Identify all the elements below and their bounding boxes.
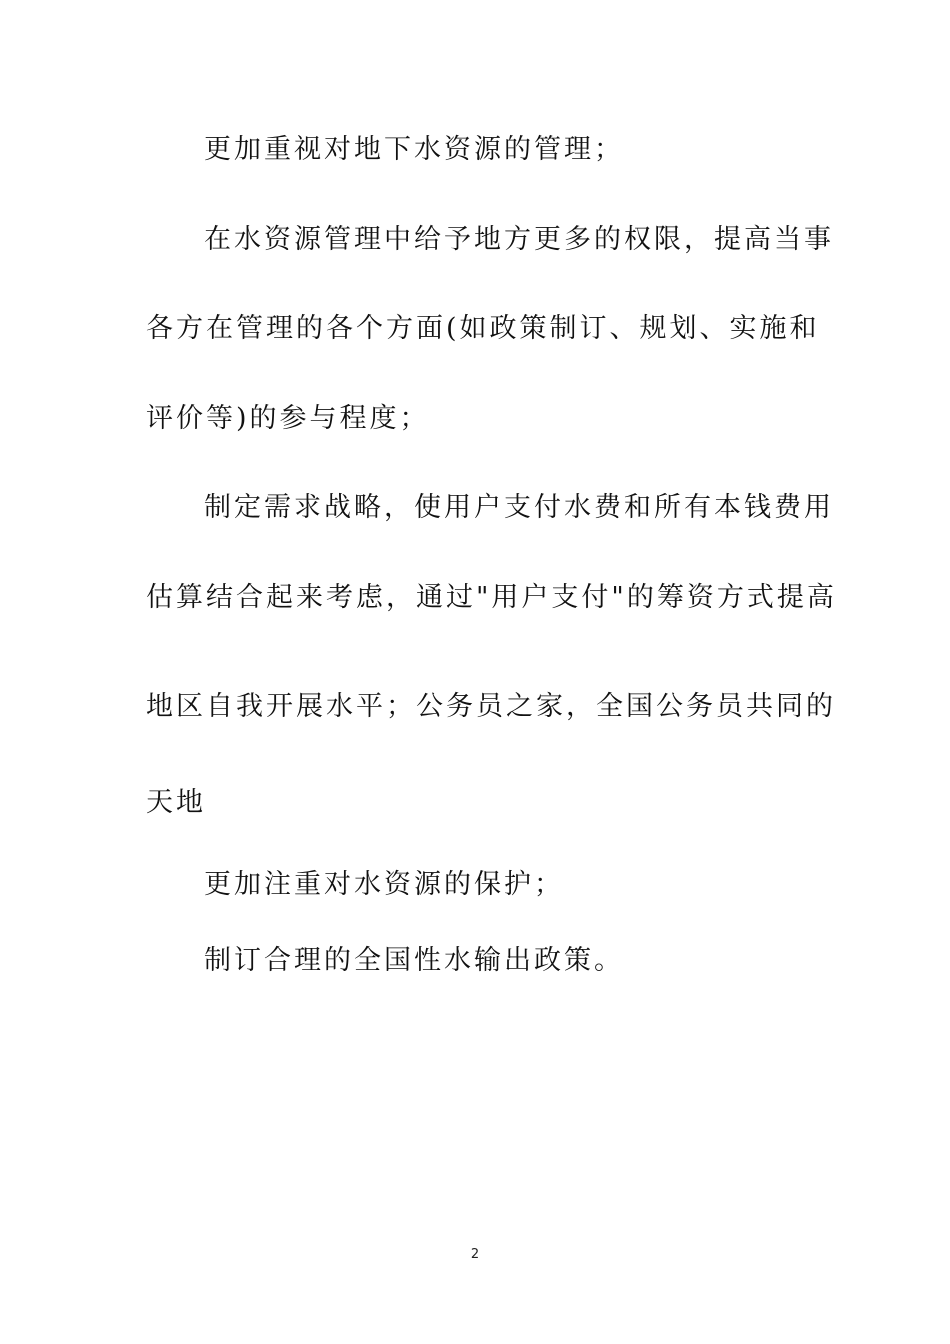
paragraph-line: 制订合理的全国性水输出政策。 bbox=[204, 945, 624, 976]
paragraph-line: 评价等)的参与程度； bbox=[146, 403, 430, 434]
paragraph-line: 地区自我开展水平；公务员之家，全国公务员共同的 bbox=[146, 691, 836, 722]
paragraph-line: 制定需求战略，使用户支付水费和所有本钱费用 bbox=[204, 492, 834, 523]
paragraph-line: 估算结合起来考虑，通过"用户支付"的筹资方式提高 bbox=[146, 582, 837, 613]
page-number: 2 bbox=[470, 1247, 480, 1262]
paragraph-line: 更加重视对地下水资源的管理； bbox=[204, 134, 624, 165]
paragraph-line: 在水资源管理中给予地方更多的权限，提高当事 bbox=[204, 224, 834, 255]
paragraph-line: 更加注重对水资源的保护； bbox=[204, 869, 564, 900]
paragraph-line: 各方在管理的各个方面(如政策制订、规划、实施和 bbox=[146, 313, 820, 344]
paragraph-line: 天地 bbox=[146, 787, 206, 818]
